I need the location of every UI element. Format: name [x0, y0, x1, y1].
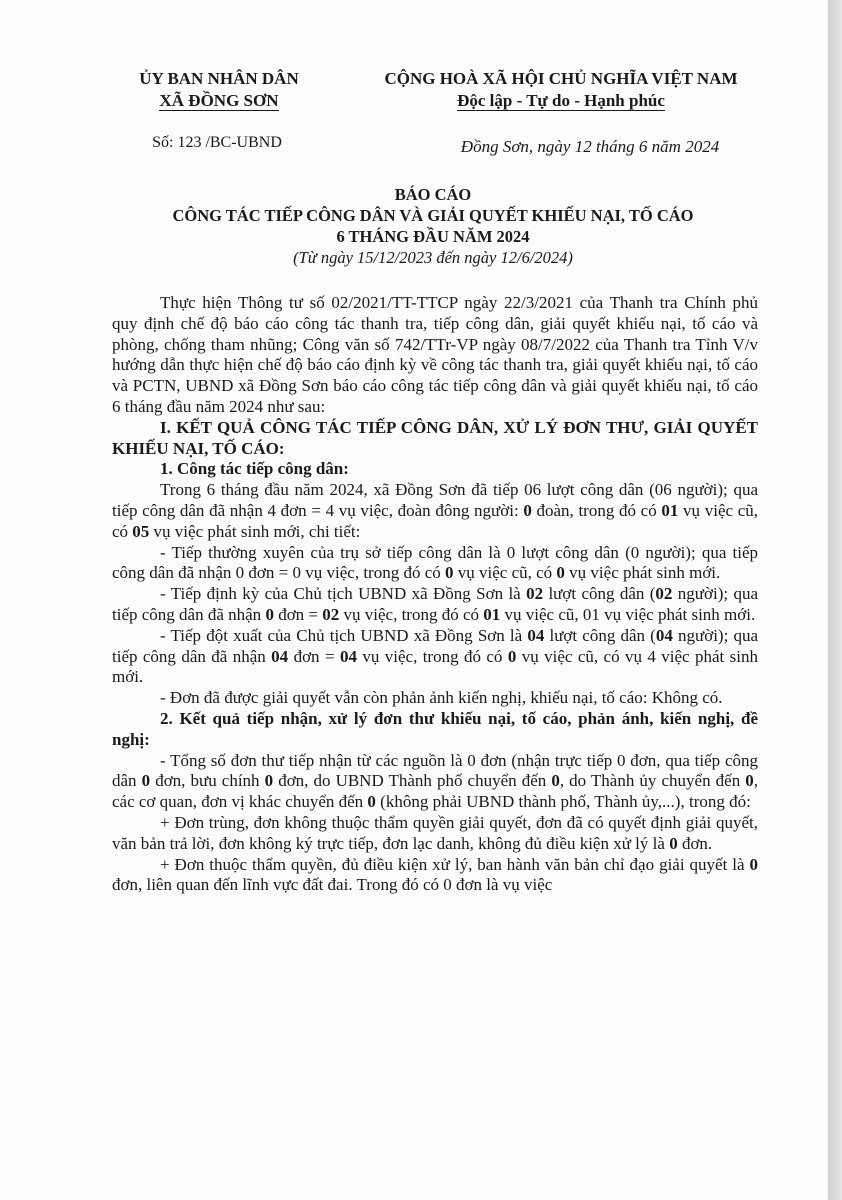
report-title	[110, 184, 756, 268]
agency-line-2: XÃ ĐỒNG SƠN	[159, 91, 279, 110]
title-line-2: CÔNG TÁC TIẾP CÔNG DÂN VÀ GIẢI QUYẾT KHIẾU NẠI, TỐ CÁO	[172, 206, 694, 225]
national-motto	[356, 68, 766, 112]
document-number: Số: 123 /BC-UBND	[152, 134, 282, 151]
subsection-2-heading: 2. Kết quả tiếp nhận, xử lý đơn thư khiếu nại, tố cáo, phản ánh, kiến nghị, đề nghị:	[112, 708, 758, 749]
subsection-1-paragraph-1: Trong 6 tháng đầu năm 2024, xã Đồng Sơn đã tiếp 06 lượt công dân (06 người); qua tiếp công dân đã nhận 4 đơn = 4 vụ việc, đoàn đông người: 0 đoàn, trong đó có 01 vụ việc cũ, có 05 vụ việc phát sinh mới, chi tiết:	[112, 480, 758, 541]
section-1-heading: I. KẾT QUẢ CÔNG TÁC TIẾP CÔNG DÂN, XỬ LÝ ĐƠN THƯ, GIẢI QUYẾT KHIẾU NẠI, TỐ CÁO:	[112, 417, 758, 458]
subsection-2-paragraph-2: + Đơn trùng, đơn không thuộc thẩm quyền giải quyết, đơn đã có quyết định giải quyết, văn bản trả lời, đơn không ký trực tiếp, đơn lạc danh, không đủ điều kiện xử lý là 0 đơn.	[112, 812, 758, 853]
report-body	[112, 293, 758, 896]
subsection-1-paragraph-4: - Tiếp đột xuất của Chủ tịch UBND xã Đồng Sơn là 04 lượt công dân (04 người); qua tiếp công dân đã nhận 04 đơn = 04 vụ việc, trong đó có 0 vụ việc cũ, có vụ 4 việc phát sinh mới.	[112, 625, 759, 687]
intro-paragraph: Thực hiện Thông tư số 02/2021/TT-TTCP ngày 22/3/2021 của Thanh tra Chính phủ quy định chế độ báo cáo công tác thanh tra, tiếp công dân, giải quyết khiếu nại, tố cáo và phòng, chống tham nhũng; Công văn số 742/TTr-VP ngày 08/7/2022 của Thanh tra Tỉnh V/v hướng dẫn thực hiện chế độ báo cáo định kỳ về công tác thanh tra, giải quyết khiếu nại, tố cáo và PCTN, UBND xã Đồng Sơn báo cáo công tác tiếp công dân và giải quyết khiếu nại, tố cáo 6 tháng đầu năm 2024 như sau:	[112, 293, 758, 416]
agency-line-1: ỦY BAN NHÂN DÂN	[139, 69, 299, 88]
nation-line-1: CỘNG HOÀ XÃ HỘI CHỦ NGHĨA VIỆT NAM	[384, 69, 738, 88]
subsection-1-heading: 1. Công tác tiếp công dân:	[160, 459, 349, 479]
subsection-1-paragraph-5: - Đơn đã được giải quyết vẫn còn phản ảnh kiến nghị, khiếu nại, tố cáo: Không có.	[160, 688, 723, 708]
place-date: Đồng Sơn, ngày 12 tháng 6 năm 2024	[460, 137, 720, 156]
subsection-2-paragraph-3: + Đơn thuộc thẩm quyền, đủ điều kiện xử lý, ban hành văn bản chỉ đạo giải quyết là 0 đơn, liên quan đến lĩnh vực đất đai. Trong đó có 0 đơn là vụ việc	[112, 854, 758, 895]
title-line-3: 6 THÁNG ĐẦU NĂM 2024	[336, 227, 530, 246]
title-line-1: BÁO CÁO	[394, 185, 472, 204]
nation-line-2: Độc lập - Tự do - Hạnh phúc	[457, 91, 665, 110]
title-period: (Từ ngày 15/12/2023 đến ngày 12/6/2024)	[293, 248, 573, 267]
subsection-1-paragraph-3: - Tiếp định kỳ của Chủ tịch UBND xã Đồng Sơn là 02 lượt công dân (02 người); qua tiếp công dân đã nhận 0 đơn = 02 vụ việc, trong đó có 01 vụ việc cũ, 01 vụ việc phát sinh mới.	[112, 584, 758, 624]
subsection-1-paragraph-2: - Tiếp thường xuyên của trụ sở tiếp công dân là 0 lượt công dân (0 người); qua tiếp công dân đã nhận 0 đơn = 0 vụ việc, trong đó có 0 vụ việc cũ, có 0 vụ việc phát sinh mới.	[112, 542, 758, 583]
subsection-2-paragraph-1: - Tổng số đơn thư tiếp nhận từ các nguồn là 0 đơn (nhận trực tiếp 0 đơn, qua tiếp công dân 0 đơn, bưu chính 0 đơn, do UBND Thành phố chuyển đến 0, do Thành ủy chuyển đến 0, các cơ quan, đơn vị khác chuyển đến 0 (không phải UBND thành phố, Thành ủy,...), trong đó:	[112, 750, 759, 812]
page-edge-shadow	[828, 0, 842, 1200]
issuing-agency	[106, 68, 332, 112]
